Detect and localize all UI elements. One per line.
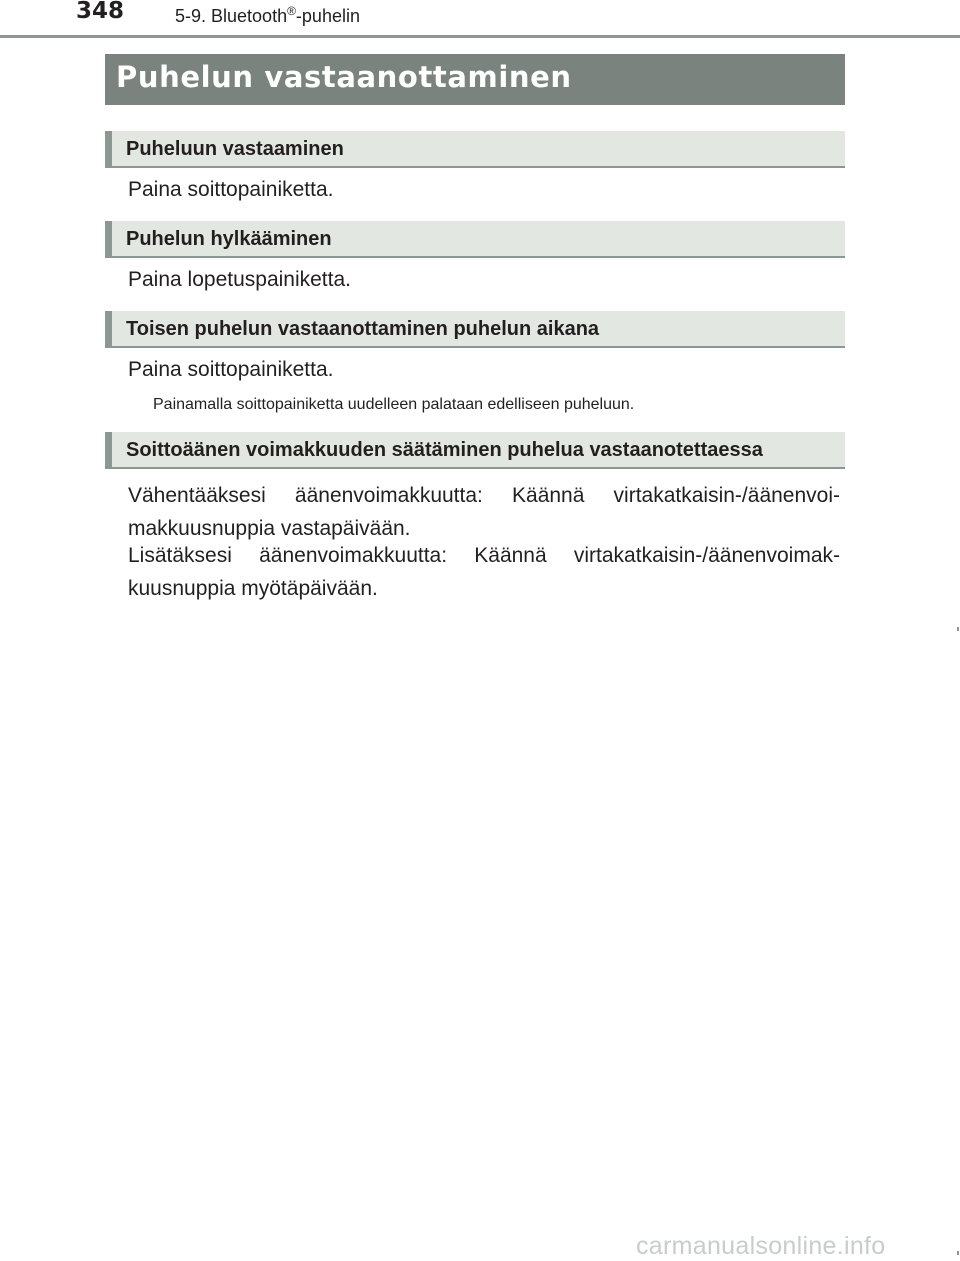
section-banner xyxy=(105,54,845,105)
subsection-title: Puheluun vastaaminen xyxy=(126,138,344,160)
heading-accent-bar xyxy=(105,131,112,166)
paragraph: Vähentääksesi äänenvoimakkuutta: Käännä virtakatkaisin-/äänenvoi-makkuusnuppia vastapäivään. xyxy=(128,484,840,540)
heading-accent-bar xyxy=(105,432,112,467)
page-header xyxy=(0,0,960,40)
subsection-heading-second-call xyxy=(105,311,845,348)
paragraph: Paina lopetuspainiketta. xyxy=(128,268,351,291)
heading-accent-bar xyxy=(105,221,112,256)
watermark: carmanualsonline.info xyxy=(636,1232,886,1260)
subsection-title: Toisen puhelun vastaanottaminen puhelun aikana xyxy=(126,318,600,340)
subsection-title: Puhelun hylkääminen xyxy=(126,228,332,250)
subsection-heading-reject xyxy=(105,221,845,258)
paragraph: Lisätäksesi äänenvoimakkuutta: Käännä virtakatkaisin-/äänenvoimak-kuusnuppia myötäpäivään. xyxy=(128,544,840,600)
paragraph: Paina soittopainiketta. xyxy=(128,178,334,201)
chapter-suffix: -puhelin xyxy=(295,6,360,26)
subsection-heading-ringtone-volume xyxy=(105,432,845,469)
header-rule xyxy=(0,35,960,38)
crop-mark xyxy=(957,1251,959,1255)
crop-mark xyxy=(957,627,959,631)
page-number: 348 xyxy=(76,0,125,24)
heading-accent-bar xyxy=(105,311,112,346)
chapter-name: 5-9. Bluetooth xyxy=(175,6,288,26)
chapter-title xyxy=(175,6,360,27)
paragraph: Paina soittopainiketta. xyxy=(128,358,334,381)
note: Painamalla soittopainiketta uudelleen palataan edelliseen puheluun. xyxy=(153,396,635,413)
subsection-title: Soittoäänen voimakkuuden säätäminen puhelua vastaanotettaessa xyxy=(126,439,763,461)
subsection-heading-answer xyxy=(105,131,845,168)
section-title: Puhelun vastaanottaminen xyxy=(116,60,572,94)
registered-mark: ® xyxy=(287,4,296,18)
